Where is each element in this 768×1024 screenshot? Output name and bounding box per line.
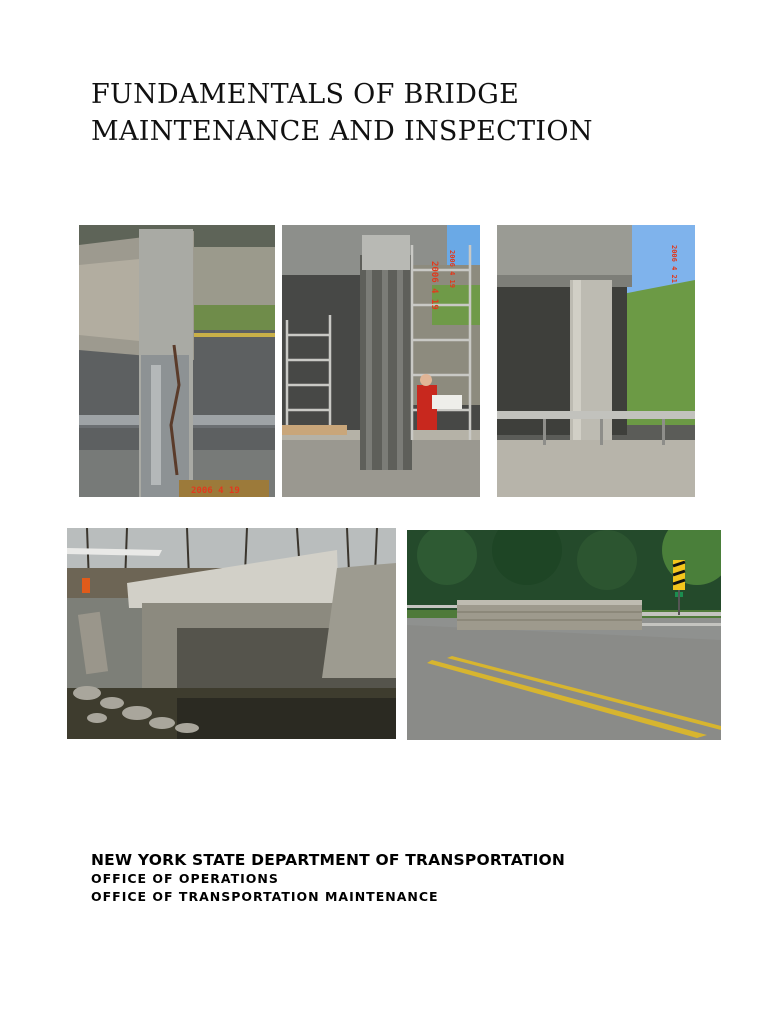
svg-text:2006 4 19: 2006 4 19: [191, 486, 240, 496]
photo-damaged-pier-column: [79, 225, 275, 497]
photo-column-repair-scaffolding: [282, 225, 480, 497]
document-footer: [91, 850, 731, 906]
svg-text:2006 4 19: 2006 4 19: [429, 261, 439, 310]
photo-repaired-column: [497, 225, 695, 497]
title-line-1: FUNDAMENTALS OF BRIDGE: [91, 79, 520, 110]
office-operations: OFFICE OF OPERATIONS: [91, 871, 279, 886]
photo-damaged-culvert: [67, 528, 396, 739]
photo-date-stamp: 2006 4 21: [670, 245, 678, 283]
organization-name: NEW YORK STATE DEPARTMENT OF TRANSPORTATION: [91, 851, 566, 869]
document-title: [91, 76, 711, 150]
photo-date-stamp: 2006 4 19: [448, 250, 456, 288]
title-line-2: MAINTENANCE AND INSPECTION: [91, 116, 593, 147]
office-transportation-maintenance: OFFICE OF TRANSPORTATION MAINTENANCE: [91, 889, 439, 904]
photo-stone-bridge-roadway: [407, 530, 721, 740]
